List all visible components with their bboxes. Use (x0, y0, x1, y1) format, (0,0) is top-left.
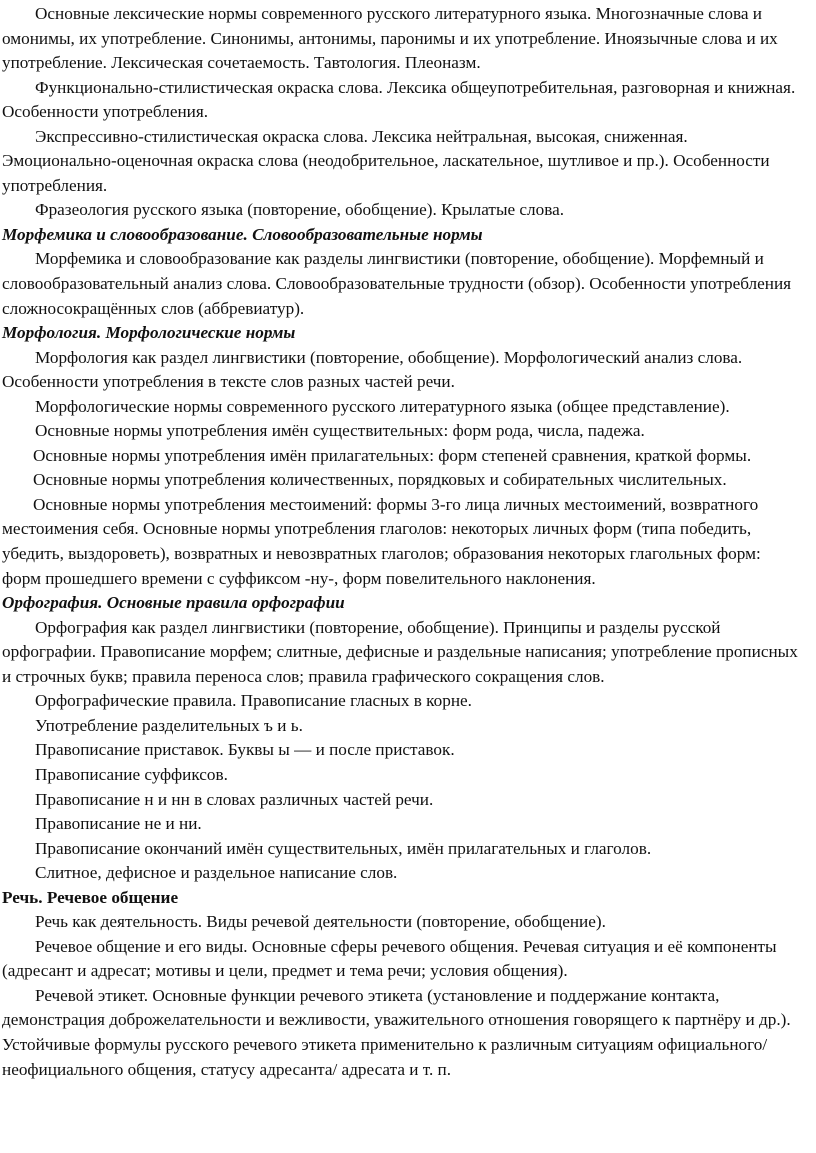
paragraph-morphemics: Морфемика и словообразование как разделы лингвистики (повторение, обобщение). Морфемный и словообразовательный анализ слова. Словообразовательные трудности (обзор). Особенности употребления сложносокращённых слов (аббревиатур). (2, 249, 792, 318)
paragraph-orthography-section: Орфография как раздел лингвистики (повторение, обобщение). Принципы и разделы русской орфографии. Правописание морфем; слитные, дефисные и раздельные написания; употребление прописных и строчных букв; правила переноса слов; правила графического сокращения слов. (2, 617, 798, 686)
list-item-prefixes: Правописание приставок. Буквы ы — и после приставок. (35, 740, 455, 760)
paragraph-adjectives: Основные нормы употребления имён прилагательных: форм степеней сравнения, краткой формы. (33, 445, 752, 465)
paragraph-speech-activity: Речь как деятельность. Виды речевой деятельности (повторение, обобщение). (35, 912, 606, 932)
paragraph-functional-style: Функционально-стилистическая окраска слова. Лексика общеупотребительная, разговорная и книжная. Особенности употребления. (2, 77, 796, 122)
list-item-endings: Правописание окончаний имён существительных, имён прилагательных и глаголов. (35, 838, 652, 858)
paragraph-morphology-section: Морфология как раздел лингвистики (повторение, обобщение). Морфологический анализ слова. Особенности употребления в тексте слов разных частей речи. (2, 347, 743, 392)
list-item-suffixes: Правописание суффиксов. (35, 764, 228, 784)
paragraph-speech-etiquette: Речевой этикет. Основные функции речевого этикета (установление и поддержание контакта, демонстрация доброжелательности и вежливости, уважительного отношения говорящего к партнёру и др.). Устойчивые формулы русского речевого этикета применительно к различным ситуациям официального/неофициального общения, статусу адресанта/ адресата и т. п. (2, 985, 791, 1079)
paragraph-pronouns-verbs: Основные нормы употребления местоимений: формы 3-го лица личных местоимений, возвратного местоимения себя. Основные нормы употребления глаголов: некоторых личных форм (типа победить, убедить, выздороветь), возвратных и невозвратных глаголов; образования некоторых глагольных форм: форм прошедшего времени с суффиксом -ну-, форм повелительного наклонения. (2, 494, 761, 588)
heading-speech: Речь. Речевое общение (2, 887, 179, 907)
heading-morphemics: Морфемика и словообразование. Словообразовательные нормы (2, 224, 483, 244)
list-item-root-vowels: Орфографические правила. Правописание гласных в корне. (35, 691, 472, 711)
heading-morphology: Морфология. Морфологические нормы (2, 323, 296, 343)
paragraph-numerals: Основные нормы употребления количественных, порядковых и собирательных числительных. (33, 470, 727, 490)
list-item-separating-signs: Употребление разделительных ъ и ь. (35, 715, 303, 735)
paragraph-nouns: Основные нормы употребления имён существительных: форм рода, числа, падежа. (35, 421, 645, 441)
paragraph-speech-communication: Речевое общение и его виды. Основные сферы речевого общения. Речевая ситуация и её компоненты (адресант и адресат; мотивы и цели, предмет и тема речи; условия общения). (2, 936, 777, 981)
heading-orthography: Орфография. Основные правила орфографии (2, 593, 345, 613)
paragraph-morphological-norms: Морфологические нормы современного русского литературного языка (общее представление). (35, 396, 730, 416)
paragraph-lexical-norms: Основные лексические нормы современного русского литературного языка. Многозначные слова и омонимы, их употребление. Синонимы, антонимы, паронимы и их употребление. Иноязычные слова и их употребление. Лексическая сочетаемость. Тавтология. Плеоназм. (2, 4, 778, 73)
paragraph-expressive-style: Экспрессивно-стилистическая окраска слова. Лексика нейтральная, высокая, сниженная. Эмоционально-оценочная окраска слова (неодобрительное, ласкательное, шутливое и пр.). Особенности употребления. (2, 126, 770, 195)
list-item-spelling-together: Слитное, дефисное и раздельное написание слов. (35, 863, 398, 883)
list-item-n-nn: Правописание н и нн в словах различных частей речи. (35, 789, 434, 809)
paragraph-phraseology: Фразеология русского языка (повторение, обобщение). Крылатые слова. (35, 200, 565, 220)
list-item-ne-ni: Правописание не и ни. (35, 814, 202, 834)
